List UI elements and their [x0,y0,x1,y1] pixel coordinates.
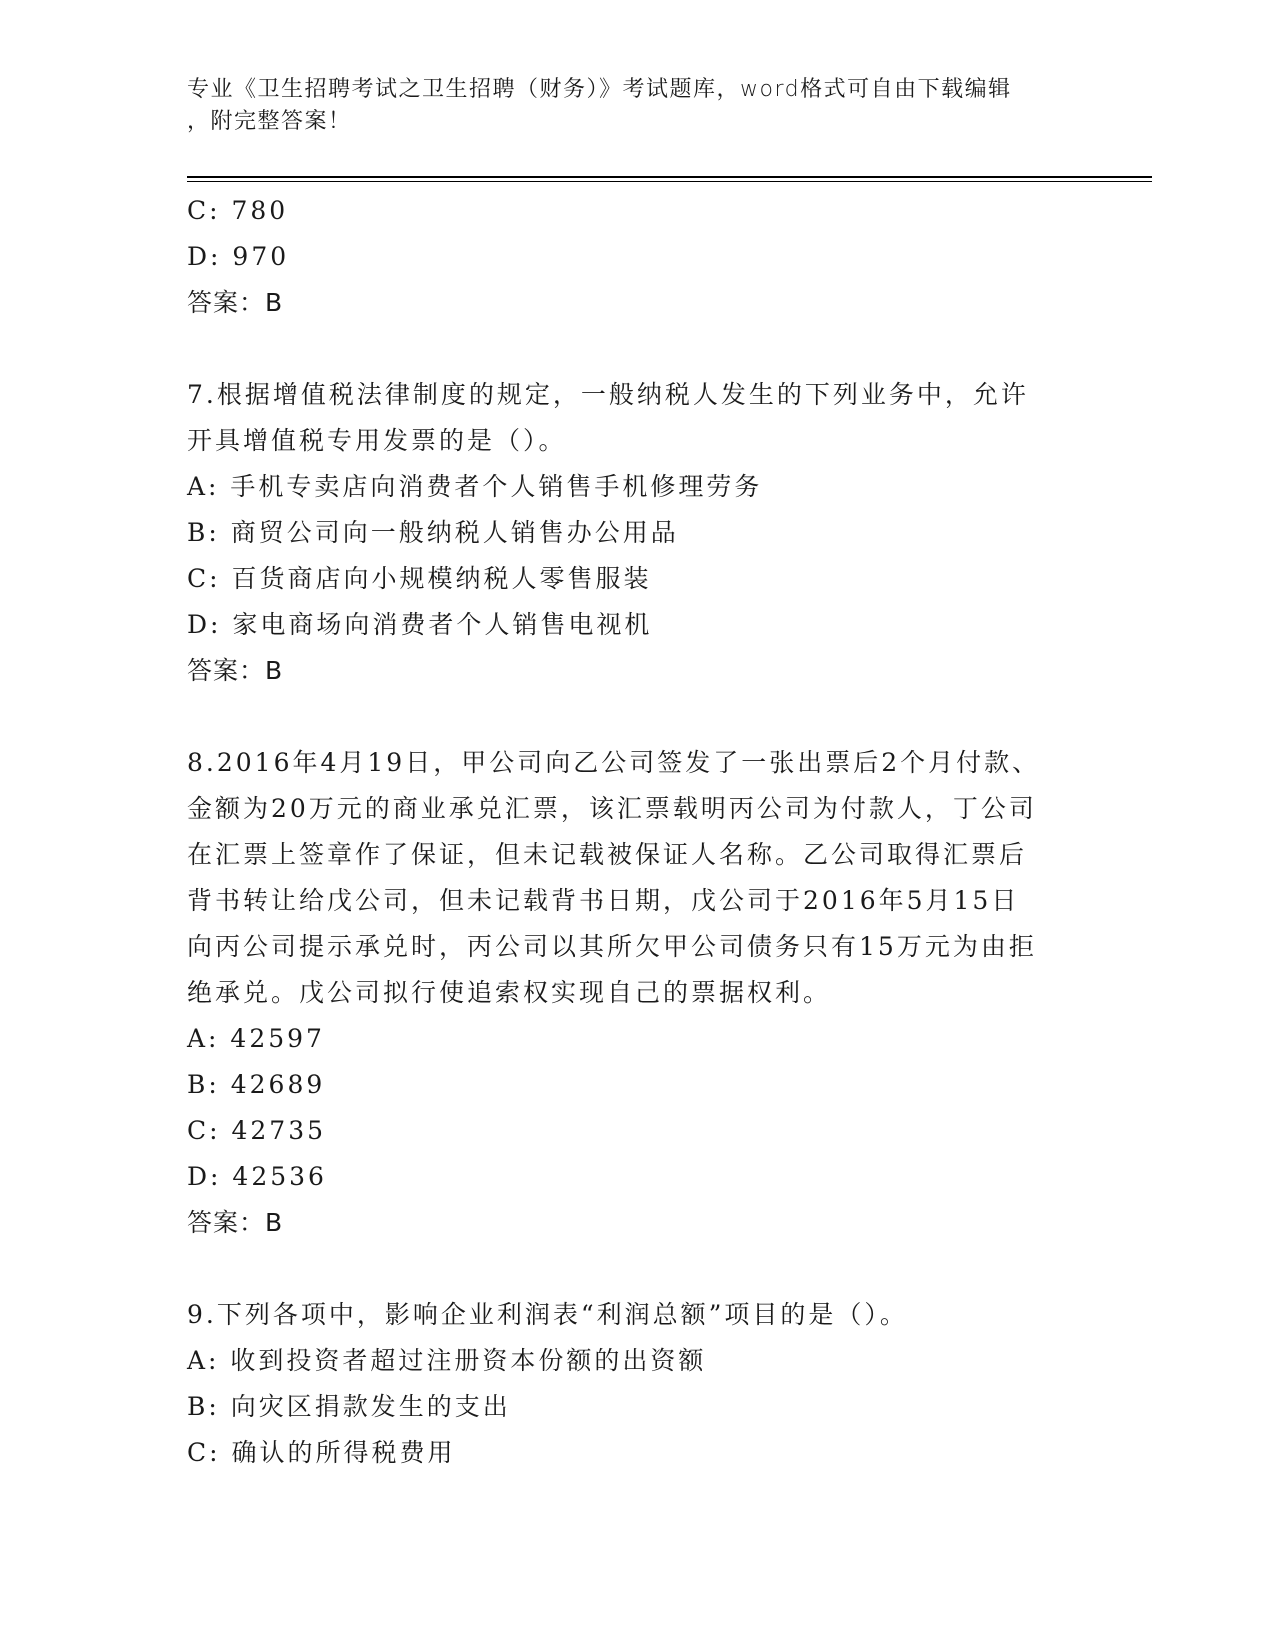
spacer [187,1246,1077,1292]
question-text-line: 金额为20万元的商业承兑汇票，该汇票载明丙公司为付款人，丁公司 [187,794,1037,823]
question-text-line: 7.根据增值税法律制度的规定，一般纳税人发生的下列业务中，允许 [187,380,1029,409]
option-c: C: 确认的所得税费用 [187,1438,456,1467]
question-7 [187,372,1077,694]
question-9 [187,1292,1077,1476]
option-d: D: 970 [187,242,290,271]
option-d: D: 42536 [187,1162,327,1191]
option-b: B: 42689 [187,1070,326,1099]
option-c: C: 780 [187,196,289,225]
header-rule-thick [187,176,1152,178]
document-header [187,74,1077,138]
question-text-line: 背书转让给戊公司，但未记载背书日期，戊公司于2016年5月15日 [187,886,1020,915]
option-b: B: 向灾区捐款发生的支出 [187,1392,511,1421]
question-8 [187,740,1077,1246]
option-a: A: 手机专卖店向消费者个人销售手机修理劳务 [187,472,763,501]
answer-line: 答案：B [187,656,284,685]
header-line-1: 专业《卫生招聘考试之卫生招聘（财务）》考试题库，word格式可自由下载编辑 [187,77,1012,102]
question-text-line: 在汇票上签章作了保证，但未记载被保证人名称。乙公司取得汇票后 [187,840,1028,869]
document-body [187,188,1077,1476]
header-rule-thin [187,181,1152,182]
option-a: A: 收到投资者超过注册资本份额的出资额 [187,1346,707,1375]
spacer [187,694,1077,740]
option-a: A: 42597 [187,1024,325,1053]
question-text-line: 向丙公司提示承兑时，丙公司以其所欠甲公司债务只有15万元为由拒 [187,932,1037,961]
question-text-line: 9.下列各项中，影响企业利润表“利润总额”项目的是（）。 [187,1300,908,1329]
spacer [187,326,1077,372]
question-text-line: 开具增值税专用发票的是（）。 [187,426,567,455]
option-c: C: 42735 [187,1116,327,1145]
question-text-line: 8.2016年4月19日，甲公司向乙公司签发了一张出票后2个月付款、 [187,748,1041,777]
option-b: B: 商贸公司向一般纳税人销售办公用品 [187,518,679,547]
carry-over-block [187,188,1077,326]
header-line-2: ，附完整答案！ [187,109,352,134]
question-text-line: 绝承兑。戊公司拟行使追索权实现自己的票据权利。 [187,978,832,1007]
answer-line: 答案：B [187,288,284,317]
answer-line: 答案：B [187,1208,284,1237]
option-d: D: 家电商场向消费者个人销售电视机 [187,610,653,639]
option-c: C: 百货商店向小规模纳税人零售服装 [187,564,652,593]
